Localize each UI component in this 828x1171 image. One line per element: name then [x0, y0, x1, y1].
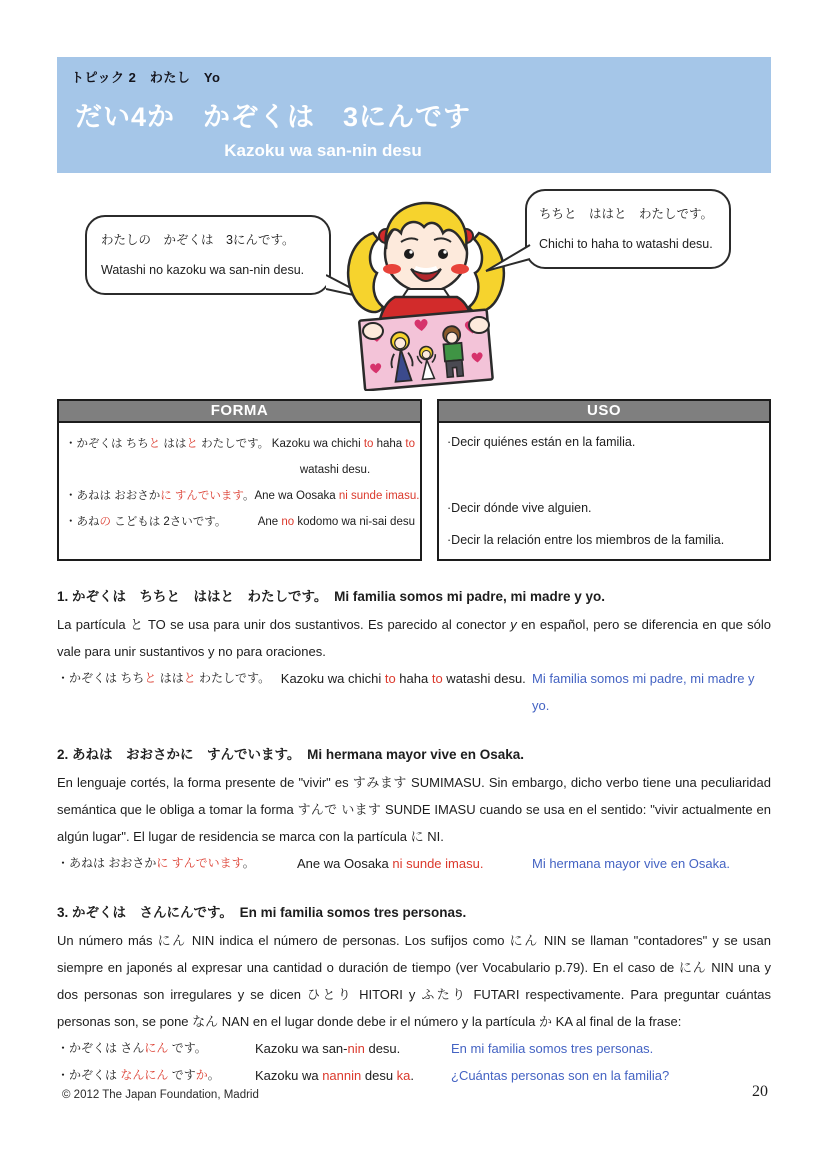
forma-japanese: ・あねの こどもは 2さいです。	[65, 516, 227, 528]
grammar-tables	[57, 399, 771, 561]
uso-table	[437, 399, 771, 561]
speech-tail-icon	[484, 243, 532, 275]
forma-table	[57, 399, 422, 561]
forma-japanese: ・かぞくは ちちと ははと わたしです。	[65, 438, 270, 450]
example-spanish: Mi hermana mayor vive en Osaka.	[532, 856, 730, 871]
section-3	[57, 902, 771, 1089]
forma-japanese: ・あねは おおさかに すんでいます。	[65, 490, 255, 502]
example-spanish: En mi familia somos tres personas.	[451, 1041, 654, 1056]
page-header	[57, 57, 771, 173]
section-body: La partícula と TO se usa para unir dos sustantivos. Es parecido al conector y en español, pero se diferencia en que sólo vale para unir sustantivos y no para oraciones.	[57, 617, 771, 659]
example-spanish: Mi familia somos mi padre, mi madre y yo.	[532, 671, 755, 713]
example-japanese: ・あねは おおさかに すんでいます。	[57, 856, 255, 870]
bubble-right-japanese: ちちと ははと わたしです。	[539, 207, 714, 221]
forma-romaji: Kazoku wa chichi to haha to	[271, 438, 415, 450]
section-heading: 2. あねは おおさかに すんでいます。 Mi hermana mayor vive en Osaka.	[57, 747, 525, 762]
bubble-right-romaji: Chichi to haha to watashi desu.	[539, 237, 713, 251]
example-japanese: ・かぞくは さんにん です。	[57, 1041, 207, 1055]
forma-table-header: FORMA	[59, 401, 420, 423]
example-row	[57, 1062, 771, 1089]
section-body: Un número más にん NIN indica el número de personas. Los sufijos como にん NIN se llaman "contadores" y se usan siempre en japonés al expresar una cantidad o duración de tiempo (ver Vocabulario p.79). En el caso de にん NIN una y dos personas son irregulares y se dicen ひとり HITORI y ふたり FUTARI respectivamente. Para preguntar cuántas personas son, se pone なん NAN en el lugar donde debe ir el número y la partícula か KA al final de la frase:	[57, 933, 771, 1029]
uso-table-header: USO	[439, 401, 769, 423]
dialogue-scene	[57, 173, 771, 399]
speech-bubble-left	[85, 215, 331, 295]
speech-bubble-right	[525, 189, 731, 269]
example-romaji: Kazoku wa nannin desu ka.	[255, 1068, 415, 1083]
forma-row	[65, 509, 415, 535]
footer-copyright: © 2012 The Japan Foundation, Madrid	[62, 1089, 259, 1101]
forma-romaji: Ane no kodomo wa ni-sai desu	[257, 516, 415, 528]
example-romaji: Kazoku wa chichi to haha to watashi desu.	[280, 671, 526, 686]
lesson-title: だい4か かぞくは 3にんです	[75, 102, 472, 132]
bubble-left-romaji: Watashi no kazoku wa san-nin desu.	[101, 263, 305, 277]
section-1	[57, 586, 771, 719]
forma-romaji-continued: watashi desu.	[299, 464, 371, 476]
example-japanese: ・かぞくは ちちと ははと わたしです。	[57, 671, 271, 685]
example-spanish: ¿Cuántas personas son en la familia?	[451, 1068, 670, 1083]
bubble-left-japanese: わたしの かぞくは 3にんです。	[101, 233, 295, 247]
forma-romaji: Ane wa Oosaka ni sunde imasu.	[254, 490, 420, 502]
page-number: 20	[752, 1083, 768, 1100]
section-heading: 1. かぞくは ちちと ははと わたしです。 Mi familia somos mi padre, mi madre y yo.	[57, 589, 606, 604]
girl-illustration	[331, 179, 521, 396]
example-row	[57, 1035, 771, 1062]
example-romaji: Kazoku wa san-nin desu.	[255, 1041, 401, 1056]
example-romaji: Ane wa Oosaka ni sunde imasu.	[297, 856, 484, 871]
example-row	[57, 850, 771, 877]
section-body: En lenguaje cortés, la forma presente de "vivir" es すみます SUMIMASU. Sin embargo, dicho verbo tiene una peculiaridad semántica que le obliga a tomar la forma すんで います SUNDE IMASU cuando se usa en el sentido: "vivir actualmente en algún lugar". El lugar de residencia se marca con la partícula に NI.	[57, 775, 771, 844]
uso-item: ·Decir la relación entre los miembros de la familia.	[447, 533, 725, 547]
uso-item: ·Decir quiénes están en la familia.	[447, 435, 636, 449]
uso-item: ·Decir dónde vive alguien.	[447, 501, 592, 515]
forma-row	[65, 431, 415, 457]
example-row	[57, 665, 771, 719]
example-japanese: ・かぞくは なんにん ですか。	[57, 1068, 220, 1082]
section-2	[57, 744, 771, 877]
lesson-subtitle: Kazoku wa san-nin desu	[224, 141, 422, 160]
forma-row	[65, 483, 420, 509]
topic-label: トピック 2 わたし Yo	[71, 70, 221, 85]
section-heading: 3. かぞくは さんにんです。 En mi familia somos tres personas.	[57, 905, 467, 920]
